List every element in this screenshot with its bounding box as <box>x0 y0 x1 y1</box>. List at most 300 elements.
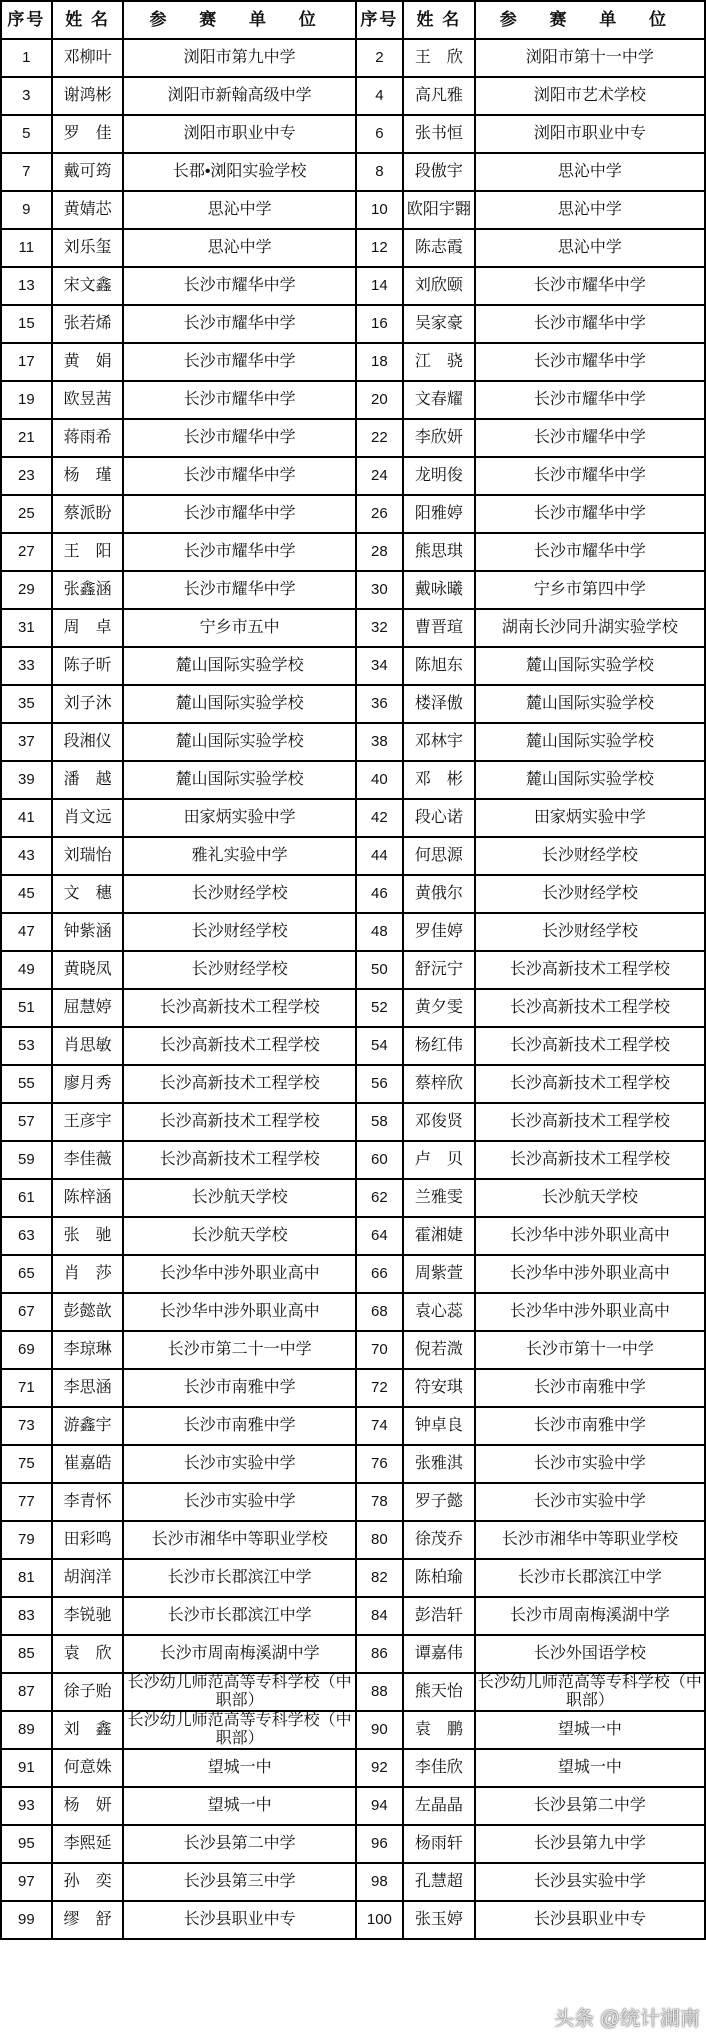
entry-name: 李思涵 <box>52 1369 124 1407</box>
table-row <box>1 647 705 685</box>
entry-name: 缪 舒 <box>52 1901 124 1939</box>
entry-name: 楼泽傲 <box>403 685 475 723</box>
entry-school: 长沙高新技术工程学校 <box>475 989 705 1027</box>
entry-name: 钟紫涵 <box>52 913 124 951</box>
entry-name: 王 阳 <box>52 533 124 571</box>
entry-name: 刘子沐 <box>52 685 124 723</box>
entry-school: 望城一中 <box>123 1749 355 1787</box>
table-row <box>1 685 705 723</box>
entry-school: 长沙县第二中学 <box>475 1787 705 1825</box>
entry-number: 61 <box>1 1179 52 1217</box>
entry-school: 长沙市湘华中等职业学校 <box>123 1521 355 1559</box>
entry-number: 59 <box>1 1141 52 1179</box>
entry-school: 长沙市长郡滨江中学 <box>123 1597 355 1635</box>
entry-school: 长沙县第三中学 <box>123 1863 355 1901</box>
table-row <box>1 913 705 951</box>
entry-school: 长沙财经学校 <box>475 837 705 875</box>
table-row <box>1 1711 705 1749</box>
entry-school: 长沙市南雅中学 <box>123 1369 355 1407</box>
entry-school: 长沙市实验中学 <box>475 1445 705 1483</box>
entry-name: 李佳薇 <box>52 1141 124 1179</box>
entry-name: 刘 鑫 <box>52 1711 124 1749</box>
entry-school: 长沙幼儿师范高等专科学校（中职部） <box>123 1673 355 1711</box>
entry-school: 浏阳市职业中专 <box>123 115 355 153</box>
entry-school: 长沙华中涉外职业高中 <box>475 1255 705 1293</box>
header-no: 序号 <box>1 1 52 39</box>
entry-school: 长沙高新技术工程学校 <box>475 1103 705 1141</box>
entry-number: 29 <box>1 571 52 609</box>
entry-name: 张 驰 <box>52 1217 124 1255</box>
entry-number: 37 <box>1 723 52 761</box>
entry-school: 望城一中 <box>475 1711 705 1749</box>
entry-name: 李欣妍 <box>403 419 475 457</box>
entry-name: 倪若溦 <box>403 1331 475 1369</box>
entry-school: 长沙财经学校 <box>123 913 355 951</box>
entry-name: 何思源 <box>403 837 475 875</box>
table-row <box>1 609 705 647</box>
entry-number: 43 <box>1 837 52 875</box>
entry-name: 黄俄尔 <box>403 875 475 913</box>
entry-number: 10 <box>356 191 403 229</box>
table-row <box>1 837 705 875</box>
table-row <box>1 39 705 77</box>
entry-number: 30 <box>356 571 403 609</box>
entry-name: 游鑫宇 <box>52 1407 124 1445</box>
entry-school: 长沙县实验中学 <box>475 1863 705 1901</box>
entry-name: 肖文远 <box>52 799 124 837</box>
entry-school: 长沙财经学校 <box>475 875 705 913</box>
entry-number: 77 <box>1 1483 52 1521</box>
entry-name: 兰雅雯 <box>403 1179 475 1217</box>
entry-number: 63 <box>1 1217 52 1255</box>
entry-number: 48 <box>356 913 403 951</box>
entry-name: 张鑫涵 <box>52 571 124 609</box>
entry-school: 麓山国际实验学校 <box>123 723 355 761</box>
entry-number: 33 <box>1 647 52 685</box>
entry-school: 长沙市耀华中学 <box>123 495 355 533</box>
table-row <box>1 1027 705 1065</box>
entry-school: 长沙高新技术工程学校 <box>123 1027 355 1065</box>
entry-school: 麓山国际实验学校 <box>475 761 705 799</box>
entry-number: 62 <box>356 1179 403 1217</box>
table-row <box>1 1749 705 1787</box>
entry-number: 18 <box>356 343 403 381</box>
entry-school: 田家炳实验中学 <box>123 799 355 837</box>
entry-school: 长沙市实验中学 <box>123 1483 355 1521</box>
entry-school: 长沙县职业中专 <box>475 1901 705 1939</box>
entry-name: 符安琪 <box>403 1369 475 1407</box>
entry-name: 彭懿歆 <box>52 1293 124 1331</box>
entry-school: 长沙高新技术工程学校 <box>123 1065 355 1103</box>
entry-number: 2 <box>356 39 403 77</box>
table-row <box>1 761 705 799</box>
table-row <box>1 381 705 419</box>
entry-school: 长沙华中涉外职业高中 <box>123 1293 355 1331</box>
entry-school: 长沙高新技术工程学校 <box>123 1103 355 1141</box>
entry-number: 67 <box>1 1293 52 1331</box>
entry-number: 53 <box>1 1027 52 1065</box>
entry-number: 96 <box>356 1825 403 1863</box>
entry-name: 卢 贝 <box>403 1141 475 1179</box>
entry-name: 罗 佳 <box>52 115 124 153</box>
entry-name: 何意姝 <box>52 1749 124 1787</box>
table-row <box>1 1901 705 1939</box>
entry-number: 81 <box>1 1559 52 1597</box>
table-row <box>1 457 705 495</box>
entry-number: 31 <box>1 609 52 647</box>
entry-school: 思沁中学 <box>475 191 705 229</box>
entry-number: 82 <box>356 1559 403 1597</box>
entry-name: 龙明俊 <box>403 457 475 495</box>
entry-number: 56 <box>356 1065 403 1103</box>
entry-name: 熊思琪 <box>403 533 475 571</box>
entry-school: 长沙市耀华中学 <box>475 457 705 495</box>
entry-name: 徐茂乔 <box>403 1521 475 1559</box>
entry-number: 52 <box>356 989 403 1027</box>
table-row <box>1 1597 705 1635</box>
entry-number: 1 <box>1 39 52 77</box>
table-row <box>1 1217 705 1255</box>
entry-number: 23 <box>1 457 52 495</box>
entry-name: 邓俊贤 <box>403 1103 475 1141</box>
entry-name: 黄夕雯 <box>403 989 475 1027</box>
entry-number: 57 <box>1 1103 52 1141</box>
entry-name: 肖 莎 <box>52 1255 124 1293</box>
entry-school: 长沙高新技术工程学校 <box>123 1141 355 1179</box>
header-no: 序号 <box>356 1 403 39</box>
entry-school: 长沙高新技术工程学校 <box>475 951 705 989</box>
table-row <box>1 533 705 571</box>
entry-name: 左晶晶 <box>403 1787 475 1825</box>
entry-number: 69 <box>1 1331 52 1369</box>
entry-number: 75 <box>1 1445 52 1483</box>
entry-number: 38 <box>356 723 403 761</box>
entry-number: 64 <box>356 1217 403 1255</box>
table-row <box>1 1635 705 1673</box>
entry-name: 李琼琳 <box>52 1331 124 1369</box>
entry-number: 93 <box>1 1787 52 1825</box>
entry-school: 思沁中学 <box>123 229 355 267</box>
entry-school: 田家炳实验中学 <box>475 799 705 837</box>
entry-school: 麓山国际实验学校 <box>475 647 705 685</box>
entry-number: 60 <box>356 1141 403 1179</box>
entry-name: 李青怀 <box>52 1483 124 1521</box>
table-row <box>1 1559 705 1597</box>
entry-school: 长沙外国语学校 <box>475 1635 705 1673</box>
entry-school: 长沙财经学校 <box>475 913 705 951</box>
entry-name: 孔慧超 <box>403 1863 475 1901</box>
table-row <box>1 1103 705 1141</box>
entry-number: 86 <box>356 1635 403 1673</box>
entry-school: 浏阳市第十一中学 <box>475 39 705 77</box>
entry-number: 88 <box>356 1673 403 1711</box>
entry-school: 麓山国际实验学校 <box>475 685 705 723</box>
entry-school: 麓山国际实验学校 <box>123 685 355 723</box>
entry-name: 陈柏瑜 <box>403 1559 475 1597</box>
entry-name: 钟卓良 <box>403 1407 475 1445</box>
table-row <box>1 495 705 533</box>
entry-school: 长沙市长郡滨江中学 <box>475 1559 705 1597</box>
entry-name: 袁 鹏 <box>403 1711 475 1749</box>
entry-number: 36 <box>356 685 403 723</box>
table-row <box>1 1369 705 1407</box>
table-row <box>1 799 705 837</box>
entry-number: 35 <box>1 685 52 723</box>
entry-number: 12 <box>356 229 403 267</box>
entry-school: 麓山国际实验学校 <box>123 647 355 685</box>
entry-number: 5 <box>1 115 52 153</box>
table-row <box>1 419 705 457</box>
entry-name: 文 穗 <box>52 875 124 913</box>
entry-number: 54 <box>356 1027 403 1065</box>
entry-name: 陈梓涵 <box>52 1179 124 1217</box>
entry-name: 屈慧婷 <box>52 989 124 1027</box>
entry-number: 94 <box>356 1787 403 1825</box>
entry-name: 舒沅宁 <box>403 951 475 989</box>
entry-number: 51 <box>1 989 52 1027</box>
entry-name: 孙 奕 <box>52 1863 124 1901</box>
entry-name: 周 卓 <box>52 609 124 647</box>
entry-school: 长沙市实验中学 <box>123 1445 355 1483</box>
entry-school: 长沙市耀华中学 <box>123 267 355 305</box>
entry-school: 长沙市耀华中学 <box>123 305 355 343</box>
entry-number: 92 <box>356 1749 403 1787</box>
entry-school: 长沙幼儿师范高等专科学校（中职部） <box>475 1673 705 1711</box>
entry-number: 90 <box>356 1711 403 1749</box>
entry-name: 崔嘉皓 <box>52 1445 124 1483</box>
entry-school: 湖南长沙同升湖实验学校 <box>475 609 705 647</box>
entry-number: 17 <box>1 343 52 381</box>
entry-name: 邓 彬 <box>403 761 475 799</box>
table-row <box>1 153 705 191</box>
entry-school: 长沙市耀华中学 <box>475 343 705 381</box>
entry-number: 42 <box>356 799 403 837</box>
entry-number: 7 <box>1 153 52 191</box>
entry-school: 浏阳市艺术学校 <box>475 77 705 115</box>
entry-name: 罗佳婷 <box>403 913 475 951</box>
entry-name: 田彩鸣 <box>52 1521 124 1559</box>
entry-school: 长沙华中涉外职业高中 <box>475 1293 705 1331</box>
entry-school: 浏阳市新翰高级中学 <box>123 77 355 115</box>
entry-school: 长沙财经学校 <box>123 875 355 913</box>
entry-school: 长沙航天学校 <box>123 1179 355 1217</box>
entry-school: 长沙航天学校 <box>475 1179 705 1217</box>
entry-number: 27 <box>1 533 52 571</box>
entry-school: 宁乡市第四中学 <box>475 571 705 609</box>
table-row <box>1 875 705 913</box>
watermark: 头条 @统计湖南 <box>554 2008 700 2030</box>
entry-name: 张书恒 <box>403 115 475 153</box>
entry-name: 黄婧芯 <box>52 191 124 229</box>
entry-number: 47 <box>1 913 52 951</box>
entry-number: 91 <box>1 1749 52 1787</box>
entry-number: 83 <box>1 1597 52 1635</box>
entry-school: 长沙市实验中学 <box>475 1483 705 1521</box>
entry-school: 长沙财经学校 <box>123 951 355 989</box>
entry-name: 杨 瑾 <box>52 457 124 495</box>
entry-school: 长沙市耀华中学 <box>123 343 355 381</box>
entry-number: 28 <box>356 533 403 571</box>
entry-number: 19 <box>1 381 52 419</box>
entry-name: 段傲宇 <box>403 153 475 191</box>
entry-school: 长沙市耀华中学 <box>123 533 355 571</box>
entry-number: 46 <box>356 875 403 913</box>
entry-name: 王彦宇 <box>52 1103 124 1141</box>
entry-name: 刘欣颐 <box>403 267 475 305</box>
entry-number: 73 <box>1 1407 52 1445</box>
entry-school: 长沙高新技术工程学校 <box>475 1141 705 1179</box>
entry-name: 蔡梓欣 <box>403 1065 475 1103</box>
table-row <box>1 1483 705 1521</box>
table-row <box>1 115 705 153</box>
entry-school: 长沙市耀华中学 <box>123 571 355 609</box>
entry-school: 长沙县第二中学 <box>123 1825 355 1863</box>
entry-number: 26 <box>356 495 403 533</box>
entry-number: 41 <box>1 799 52 837</box>
entry-school: 长沙市耀华中学 <box>123 419 355 457</box>
entry-name: 阳雅婷 <box>403 495 475 533</box>
entry-school: 长沙县职业中专 <box>123 1901 355 1939</box>
entry-number: 71 <box>1 1369 52 1407</box>
header-school: 参 赛 单 位 <box>123 1 355 39</box>
entry-name: 谭嘉伟 <box>403 1635 475 1673</box>
entry-number: 6 <box>356 115 403 153</box>
entry-number: 80 <box>356 1521 403 1559</box>
entry-name: 廖月秀 <box>52 1065 124 1103</box>
table-row <box>1 1255 705 1293</box>
entry-number: 44 <box>356 837 403 875</box>
entry-school: 长沙航天学校 <box>123 1217 355 1255</box>
entry-name: 霍湘婕 <box>403 1217 475 1255</box>
entry-number: 97 <box>1 1863 52 1901</box>
entry-number: 95 <box>1 1825 52 1863</box>
table-row <box>1 989 705 1027</box>
entry-school: 长沙高新技术工程学校 <box>475 1027 705 1065</box>
table-row <box>1 1825 705 1863</box>
entry-number: 21 <box>1 419 52 457</box>
entry-school: 长沙县第九中学 <box>475 1825 705 1863</box>
entry-name: 蔡派盼 <box>52 495 124 533</box>
entry-number: 85 <box>1 1635 52 1673</box>
entry-name: 高凡雅 <box>403 77 475 115</box>
entry-name: 袁心蕊 <box>403 1293 475 1331</box>
entry-number: 87 <box>1 1673 52 1711</box>
entry-name: 彭浩轩 <box>403 1597 475 1635</box>
entry-number: 8 <box>356 153 403 191</box>
table-row <box>1 1179 705 1217</box>
entry-school: 长沙市耀华中学 <box>475 495 705 533</box>
entry-number: 20 <box>356 381 403 419</box>
entry-school: 雅礼实验中学 <box>123 837 355 875</box>
entry-name: 张若烯 <box>52 305 124 343</box>
entry-name: 胡润洋 <box>52 1559 124 1597</box>
entry-name: 谢鸿彬 <box>52 77 124 115</box>
table-row <box>1 77 705 115</box>
entry-name: 周紫萱 <box>403 1255 475 1293</box>
entry-school: 长沙幼儿师范高等专科学校（中职部） <box>123 1711 355 1749</box>
entry-school: 长沙市耀华中学 <box>123 457 355 495</box>
entry-number: 65 <box>1 1255 52 1293</box>
entry-name: 张雅淇 <box>403 1445 475 1483</box>
entry-name: 李锐驰 <box>52 1597 124 1635</box>
entry-number: 72 <box>356 1369 403 1407</box>
entry-name: 陈旭东 <box>403 647 475 685</box>
entry-name: 欧昱茜 <box>52 381 124 419</box>
entry-number: 34 <box>356 647 403 685</box>
entry-name: 戴咏曦 <box>403 571 475 609</box>
entry-school: 长沙市长郡滨江中学 <box>123 1559 355 1597</box>
entry-school: 长沙市耀华中学 <box>475 305 705 343</box>
entry-name: 文春耀 <box>403 381 475 419</box>
entry-number: 49 <box>1 951 52 989</box>
entry-name: 戴可筠 <box>52 153 124 191</box>
entry-name: 徐子贻 <box>52 1673 124 1711</box>
table-row <box>1 343 705 381</box>
entry-school: 浏阳市第九中学 <box>123 39 355 77</box>
entry-number: 11 <box>1 229 52 267</box>
entry-name: 刘乐玺 <box>52 229 124 267</box>
entry-name: 欧阳宇翾 <box>403 191 475 229</box>
entry-name: 杨红伟 <box>403 1027 475 1065</box>
entry-name: 黄 娟 <box>52 343 124 381</box>
entry-school: 长沙市周南梅溪湖中学 <box>123 1635 355 1673</box>
entry-school: 长沙市第十一中学 <box>475 1331 705 1369</box>
entry-school: 长沙高新技术工程学校 <box>123 989 355 1027</box>
entry-school: 思沁中学 <box>475 153 705 191</box>
table-row <box>1 1331 705 1369</box>
entry-school: 思沁中学 <box>475 229 705 267</box>
entry-number: 4 <box>356 77 403 115</box>
header-row <box>1 1 705 39</box>
entry-number: 68 <box>356 1293 403 1331</box>
table-row <box>1 229 705 267</box>
entry-number: 58 <box>356 1103 403 1141</box>
entry-name: 肖思敏 <box>52 1027 124 1065</box>
entry-name: 段湘仪 <box>52 723 124 761</box>
entry-school: 宁乡市五中 <box>123 609 355 647</box>
table-row <box>1 1787 705 1825</box>
header-name: 姓 名 <box>403 1 475 39</box>
entry-name: 黄晓凤 <box>52 951 124 989</box>
entry-school: 望城一中 <box>475 1749 705 1787</box>
entry-school: 长沙市周南梅溪湖中学 <box>475 1597 705 1635</box>
entry-name: 蒋雨希 <box>52 419 124 457</box>
entry-number: 16 <box>356 305 403 343</box>
entry-school: 长沙市耀华中学 <box>475 533 705 571</box>
entry-name: 王 欣 <box>403 39 475 77</box>
entry-name: 吴家豪 <box>403 305 475 343</box>
entry-number: 100 <box>356 1901 403 1939</box>
entry-number: 39 <box>1 761 52 799</box>
entry-name: 陈志霞 <box>403 229 475 267</box>
entry-number: 55 <box>1 1065 52 1103</box>
table-row <box>1 1863 705 1901</box>
entry-number: 15 <box>1 305 52 343</box>
table-row <box>1 191 705 229</box>
entry-number: 76 <box>356 1445 403 1483</box>
entry-number: 45 <box>1 875 52 913</box>
entry-name: 刘瑞怡 <box>52 837 124 875</box>
entry-school: 望城一中 <box>123 1787 355 1825</box>
entry-school: 长沙市南雅中学 <box>475 1407 705 1445</box>
entry-number: 99 <box>1 1901 52 1939</box>
entry-school: 长沙市耀华中学 <box>475 267 705 305</box>
entry-number: 13 <box>1 267 52 305</box>
entry-name: 陈子昕 <box>52 647 124 685</box>
entry-name: 李佳欣 <box>403 1749 475 1787</box>
entry-name: 李熙延 <box>52 1825 124 1863</box>
table-row <box>1 267 705 305</box>
